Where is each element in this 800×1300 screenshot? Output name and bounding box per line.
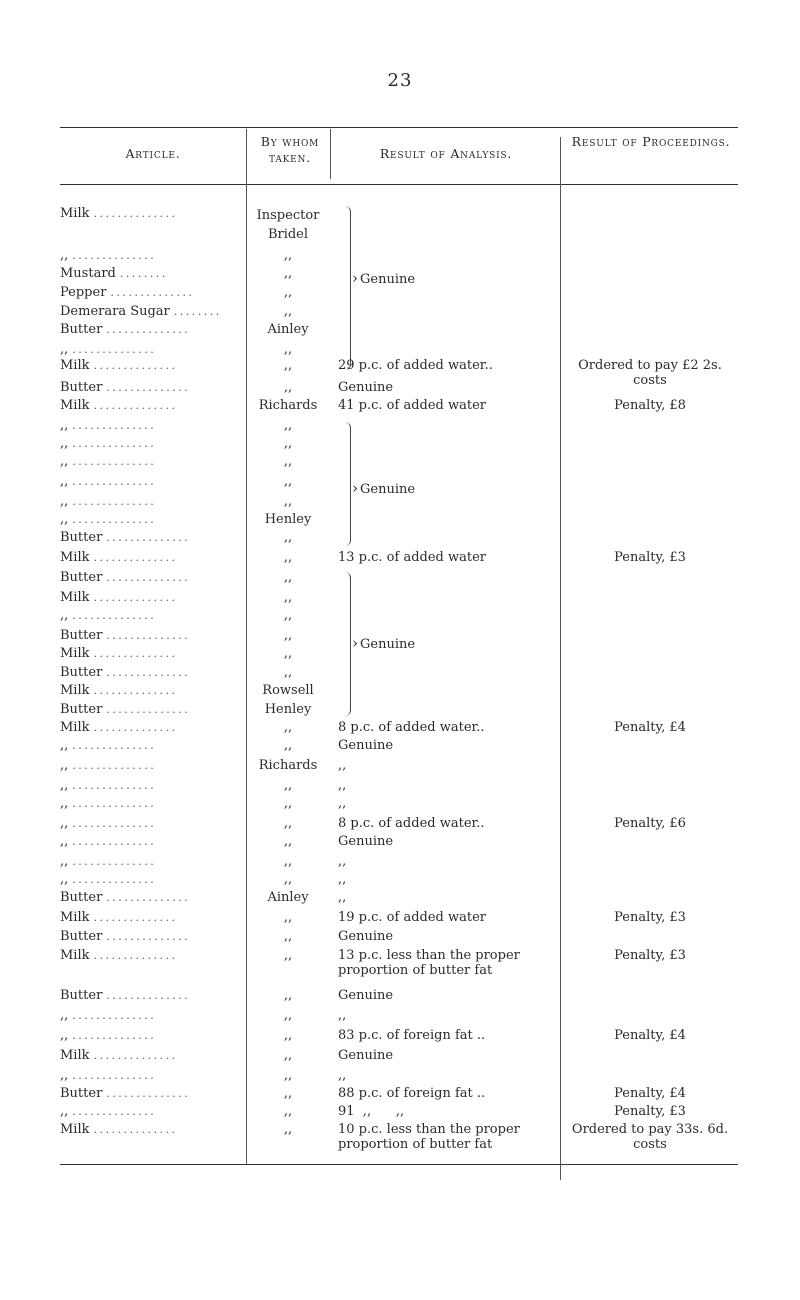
by-whom-taken-cell: ,, xyxy=(283,530,293,545)
article-cell: ,, .............. xyxy=(60,454,157,469)
article-cell: Butter .............. xyxy=(60,988,191,1003)
by-whom-taken-cell: ,, xyxy=(283,816,293,831)
proceedings-cell: Penalty, £6 xyxy=(614,816,686,831)
article-cell: Butter .............. xyxy=(60,530,191,545)
leader-dots: .............. xyxy=(106,1087,191,1100)
article-cell: Butter .............. xyxy=(60,1086,191,1101)
article-cell: Milk .............. xyxy=(60,646,178,661)
leader-dots: .............. xyxy=(93,1049,178,1062)
by-whom-taken-cell: ,, xyxy=(283,948,293,963)
article-cell: Milk .............. xyxy=(60,720,178,735)
article-cell: Mustard ........ xyxy=(60,266,168,281)
leader-dots: .............. xyxy=(72,513,157,526)
by-whom-taken-cell: ,, xyxy=(283,494,293,509)
article-cell: Milk .............. xyxy=(60,683,178,698)
analysis-cell: Genuine xyxy=(338,834,394,849)
leader-dots: .............. xyxy=(72,475,157,488)
analysis-cell: ,, xyxy=(338,778,347,793)
analysis-cell: ,, xyxy=(338,758,347,773)
by-whom-taken-cell: ,, xyxy=(283,342,293,357)
leader-dots: ........ xyxy=(173,305,222,318)
proceedings-cell: Ordered to pay 33s. 6d. costs xyxy=(571,1122,729,1152)
proceedings-cell: Penalty, £4 xyxy=(614,720,686,735)
leader-dots: .............. xyxy=(106,381,191,394)
analysis-cell: 19 p.c. of added water xyxy=(338,910,486,925)
by-whom-taken-cell: Ainley xyxy=(267,322,309,337)
by-whom-taken-cell: ,, xyxy=(283,628,293,643)
article-cell: ,, .............. xyxy=(60,778,157,793)
by-whom-taken-cell: ,, xyxy=(283,304,293,319)
leader-dots: .............. xyxy=(106,531,191,544)
analysis-cell: ,, xyxy=(338,1068,347,1083)
by-whom-taken-cell: ,, xyxy=(283,1028,293,1043)
leader-dots: .............. xyxy=(72,835,157,848)
article-cell: ,, .............. xyxy=(60,796,157,811)
article-cell: ,, .............. xyxy=(60,1104,157,1119)
header-by-whom-taken: By whom taken. xyxy=(260,134,320,165)
by-whom-taken-cell: ,, xyxy=(283,720,293,735)
by-whom-taken-cell: ,, xyxy=(283,608,293,623)
analysis-cell: Genuine xyxy=(338,738,394,753)
analysis-cell: ,, xyxy=(338,854,347,869)
article-cell: ,, .............. xyxy=(60,342,157,357)
leader-dots: .............. xyxy=(93,399,178,412)
leader-dots: .............. xyxy=(93,684,178,697)
article-cell: Milk .............. xyxy=(60,590,178,605)
article-cell: Butter .............. xyxy=(60,665,191,680)
by-whom-taken-cell: ,, xyxy=(283,454,293,469)
leader-dots: .............. xyxy=(106,571,191,584)
article-cell: Milk .............. xyxy=(60,398,178,413)
leader-dots: .............. xyxy=(106,323,191,336)
leader-dots: .............. xyxy=(106,930,191,943)
leader-dots: .............. xyxy=(93,647,178,660)
analysis-cell: ,, xyxy=(338,796,347,811)
leader-dots: .............. xyxy=(72,1009,157,1022)
by-whom-taken-cell: ,, xyxy=(283,436,293,451)
by-whom-taken-cell: ,, xyxy=(283,380,293,395)
article-cell: Butter .............. xyxy=(60,570,191,585)
by-whom-taken-cell: ,, xyxy=(283,1008,293,1023)
article-cell: Butter .............. xyxy=(60,929,191,944)
by-whom-taken-cell: ,, xyxy=(283,1104,293,1119)
leader-dots: .............. xyxy=(72,609,157,622)
by-whom-taken-cell: ,, xyxy=(283,1122,293,1137)
leader-dots: .............. xyxy=(72,249,157,262)
by-whom-taken-cell: ,, xyxy=(283,738,293,753)
analysis-cell: Genuine xyxy=(338,988,394,1003)
brace-label: › Genuine xyxy=(352,481,415,497)
leader-dots: .............. xyxy=(93,207,178,220)
analysis-cell: 13 p.c. less than the proper proportion of butter fat xyxy=(338,948,520,978)
proceedings-cell: Penalty, £3 xyxy=(614,1104,686,1119)
article-cell: ,, .............. xyxy=(60,872,157,887)
leader-dots: .............. xyxy=(72,779,157,792)
leader-dots: .............. xyxy=(72,1029,157,1042)
proceedings-cell: Penalty, £8 xyxy=(614,398,686,413)
by-whom-taken-cell: ,, xyxy=(283,248,293,263)
by-whom-taken-cell: ,, xyxy=(283,646,293,661)
article-cell: ,, .............. xyxy=(60,418,157,433)
article-cell: ,, .............. xyxy=(60,494,157,509)
brace-label: › Genuine xyxy=(352,636,415,652)
article-cell: Milk .............. xyxy=(60,358,178,373)
page-number: 23 xyxy=(387,70,413,91)
leader-dots: .............. xyxy=(106,989,191,1002)
leader-dots: .............. xyxy=(72,495,157,508)
leader-dots: .............. xyxy=(72,817,157,830)
by-whom-taken-cell: ,, xyxy=(283,590,293,605)
leader-dots: .............. xyxy=(72,759,157,772)
by-whom-taken-cell: ,, xyxy=(283,796,293,811)
by-whom-taken-cell: ,, xyxy=(283,358,293,373)
article-cell: Milk .............. xyxy=(60,206,178,221)
by-whom-taken-cell: ,, xyxy=(283,872,293,887)
leader-dots: .............. xyxy=(72,419,157,432)
leader-dots: .............. xyxy=(72,343,157,356)
leader-dots: ........ xyxy=(119,267,168,280)
by-whom-taken-cell: Henley xyxy=(264,512,312,527)
article-cell: Butter .............. xyxy=(60,702,191,717)
by-whom-taken-cell: ,, xyxy=(283,1068,293,1083)
by-whom-taken-cell: Richards xyxy=(258,758,318,773)
by-whom-taken-cell: ,, xyxy=(283,474,293,489)
article-cell: Milk .............. xyxy=(60,910,178,925)
by-whom-taken-cell: ,, xyxy=(283,778,293,793)
article-cell: Milk .............. xyxy=(60,550,178,565)
analysis-cell: ,, xyxy=(338,1008,347,1023)
leader-dots: .............. xyxy=(72,873,157,886)
leader-dots: .............. xyxy=(72,797,157,810)
leader-dots: .............. xyxy=(110,286,195,299)
by-whom-taken-cell: Henley xyxy=(264,702,312,717)
article-cell: Demerara Sugar ........ xyxy=(60,304,222,319)
analysis-cell: 83 p.c. of foreign fat .. xyxy=(338,1028,486,1043)
analysis-cell: 88 p.c. of foreign fat .. xyxy=(338,1086,486,1101)
by-whom-taken-cell: ,, xyxy=(283,570,293,585)
analysis-cell: Genuine xyxy=(338,929,394,944)
article-cell: ,, .............. xyxy=(60,436,157,451)
by-whom-taken-cell: Inspector Bridel xyxy=(256,208,320,242)
analysis-cell: 10 p.c. less than the proper proportion of butter fat xyxy=(338,1122,520,1152)
proceedings-cell: Penalty, £3 xyxy=(614,910,686,925)
leader-dots: .............. xyxy=(106,629,191,642)
article-cell: Butter .............. xyxy=(60,380,191,395)
proceedings-cell: Ordered to pay £2 2s. costs xyxy=(578,358,722,388)
article-cell: Milk .............. xyxy=(60,948,178,963)
leader-dots: .............. xyxy=(72,855,157,868)
leader-dots: .............. xyxy=(106,666,191,679)
analysis-cell: 29 p.c. of added water.. xyxy=(338,358,493,373)
leader-dots: .............. xyxy=(93,911,178,924)
analysis-cell: 41 p.c. of added water xyxy=(338,398,486,413)
article-cell: ,, .............. xyxy=(60,1008,157,1023)
leader-dots: .............. xyxy=(93,359,178,372)
by-whom-taken-cell: ,, xyxy=(283,665,293,680)
article-cell: ,, .............. xyxy=(60,512,157,527)
by-whom-taken-cell: ,, xyxy=(283,988,293,1003)
leader-dots: .............. xyxy=(72,1105,157,1118)
analysis-cell: 8 p.c. of added water.. xyxy=(338,816,485,831)
header-result-of-analysis: Result of Analysis. xyxy=(379,146,513,161)
proceedings-cell: Penalty, £4 xyxy=(614,1086,686,1101)
article-cell: ,, .............. xyxy=(60,248,157,263)
proceedings-cell: Penalty, £3 xyxy=(614,948,686,963)
article-cell: ,, .............. xyxy=(60,738,157,753)
article-cell: ,, .............. xyxy=(60,854,157,869)
article-cell: ,, .............. xyxy=(60,758,157,773)
by-whom-taken-cell: ,, xyxy=(283,266,293,281)
article-cell: ,, .............. xyxy=(60,1028,157,1043)
by-whom-taken-cell: ,, xyxy=(283,854,293,869)
analysis-cell: 13 p.c. of added water xyxy=(338,550,486,565)
analysis-cell: ,, xyxy=(338,872,347,887)
analysis-cell: ,, xyxy=(338,890,347,905)
leader-dots: .............. xyxy=(72,1069,157,1082)
by-whom-taken-cell: ,, xyxy=(283,834,293,849)
by-whom-taken-cell: ,, xyxy=(283,1048,293,1063)
by-whom-taken-cell: ,, xyxy=(283,550,293,565)
by-whom-taken-cell: ,, xyxy=(283,910,293,925)
analysis-cell: 91 ,, ,, xyxy=(338,1104,405,1119)
leader-dots: .............. xyxy=(93,721,178,734)
brace-label: › Genuine xyxy=(352,271,415,287)
article-cell: ,, .............. xyxy=(60,608,157,623)
leader-dots: .............. xyxy=(72,455,157,468)
article-cell: Butter .............. xyxy=(60,322,191,337)
analysis-cell: Genuine xyxy=(338,1048,394,1063)
article-cell: Milk .............. xyxy=(60,1048,178,1063)
article-cell: ,, .............. xyxy=(60,1068,157,1083)
leader-dots: .............. xyxy=(106,891,191,904)
proceedings-cell: Penalty, £3 xyxy=(614,550,686,565)
leader-dots: .............. xyxy=(106,703,191,716)
article-cell: ,, .............. xyxy=(60,474,157,489)
leader-dots: .............. xyxy=(72,739,157,752)
by-whom-taken-cell: Rowsell xyxy=(262,683,314,698)
proceedings-cell: Penalty, £4 xyxy=(614,1028,686,1043)
by-whom-taken-cell: ,, xyxy=(283,929,293,944)
analysis-cell: Genuine xyxy=(338,380,394,395)
by-whom-taken-cell: ,, xyxy=(283,285,293,300)
by-whom-taken-cell: Ainley xyxy=(267,890,309,905)
leader-dots: .............. xyxy=(93,1123,178,1136)
header-article: Article. xyxy=(125,146,181,161)
leader-dots: .............. xyxy=(93,949,178,962)
header-result-of-proceedings: Result of Proceedings. xyxy=(571,134,731,149)
article-cell: Butter .............. xyxy=(60,890,191,905)
article-cell: Milk .............. xyxy=(60,1122,178,1137)
by-whom-taken-cell: Richards xyxy=(258,398,318,413)
article-cell: ,, .............. xyxy=(60,816,157,831)
article-cell: Butter .............. xyxy=(60,628,191,643)
leader-dots: .............. xyxy=(93,591,178,604)
by-whom-taken-cell: ,, xyxy=(283,1086,293,1101)
analysis-cell: 8 p.c. of added water.. xyxy=(338,720,485,735)
article-cell: ,, .............. xyxy=(60,834,157,849)
by-whom-taken-cell: ,, xyxy=(283,418,293,433)
leader-dots: .............. xyxy=(93,551,178,564)
leader-dots: .............. xyxy=(72,437,157,450)
article-cell: Pepper .............. xyxy=(60,285,195,300)
